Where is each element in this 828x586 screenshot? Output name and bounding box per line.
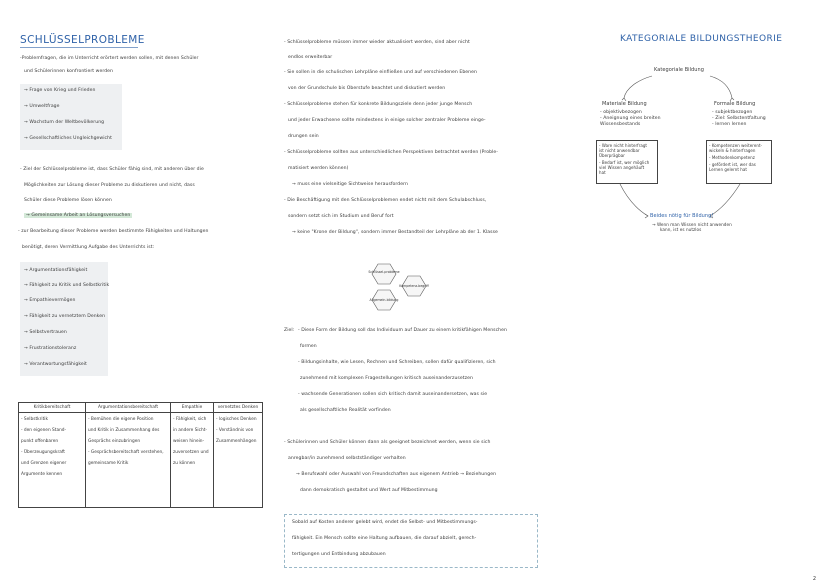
arrowhead-icon <box>645 214 648 218</box>
example-item: → Umweltfrage <box>24 104 60 109</box>
formal-item: - subjektbezogen <box>712 110 753 115</box>
ability-item: → Fähigkeit zu vernetztem Denken <box>24 314 106 319</box>
goal-highlight: → Gemeinsame Arbeit an Lösungsversuchen <box>26 213 131 218</box>
formal-item: - lernen lernen <box>712 122 747 127</box>
arrow-line <box>710 184 740 216</box>
processing-line: - zur Bearbeitung dieser Probleme werden bestimmte Fähigkeiten und Haltungen <box>18 229 209 234</box>
formal-label: Formale Bildung <box>714 101 756 107</box>
ziel-line: formen <box>300 344 317 349</box>
ziel-line: als gesellschaftliche Realität vorfinden <box>300 408 391 413</box>
formal-item: - Ziel: Selbstentfaltung <box>712 116 766 121</box>
frame-line: fähigkeit. Ein Mensch sollte eine Haltung aufbauen, die darauf abzielt, gerech- <box>292 536 477 541</box>
bottom-note-line: kann, ist es nutzlos <box>660 227 702 232</box>
formal-box-line: - gefördert ist, wer das <box>709 162 756 167</box>
middle-line: - Schlüsselprobleme sollten aus unterschiedlichen Perspektiven betrachtet werden (Proble- <box>284 150 498 155</box>
hexagon-label: Allgemein-bildung <box>369 298 399 302</box>
material-box-line: hat <box>599 170 606 175</box>
table-cell: - Selbstkritik - den eigenen Stand- punkt offenbaren - Überzeugungskraft und Grenzen eigener Argumente kennen <box>19 413 86 508</box>
hexagon-label: Kompetenz-begriff <box>399 284 429 288</box>
table-header: Kritikbereitschaft <box>19 403 86 413</box>
both-needed-label: Beides nötig für Bildung! <box>650 213 714 219</box>
formal-box-line: wickeln & hinterfragen <box>709 148 756 153</box>
material-item: - objektivbezogen <box>600 110 642 115</box>
material-item: - Aneignung eines breiten <box>600 116 661 121</box>
ziel-line: zunehmend mit komplexen Fragestellungen kritisch auseinanderzusetzen <box>300 376 473 381</box>
table-cell: - Bemühen die eigene Position und Kritik in Zusammenhang des Gesprächs einzubringen - Gesprächsbereitschaft verstehen, gemeinsame Kritik <box>86 413 171 508</box>
ability-item: → Selbstvertrauen <box>24 330 67 335</box>
left-title-underline <box>20 47 138 48</box>
kategorial-node: Kategoriale Bildung <box>654 67 704 73</box>
middle-line: sondern setzt sich im Studium und Beruf fort <box>288 214 394 219</box>
material-box-line: - Ware nicht hinterfragt <box>599 143 648 148</box>
hexagon-diagram <box>368 262 436 320</box>
ziel-line: - Diese Form der Bildung soll das Individuum auf Dauer zu einem kritikfähigen Menschen <box>298 328 507 333</box>
middle-line: drungen sein <box>288 134 319 139</box>
right-title: KATEGORIALE BILDUNGSTHEORIE <box>620 34 783 44</box>
table-header: Argumentationsbereitschaft <box>86 403 171 413</box>
intro-line-1: -Problemfragen, die im Unterricht erörtert werden sollen, mit denen Schüler <box>20 56 199 61</box>
table-header: Empathie <box>171 403 214 413</box>
arrow-line <box>620 184 648 216</box>
goal-line: Möglichkeiten zur Lösung dieser Probleme zu diskutieren und nicht, dass <box>24 183 195 188</box>
frame-line: Sobald auf Kosten anderer gelebt wird, endet die Selbst- und Mitbestimmungs- <box>292 520 478 525</box>
formal-box-line: - Kompetenzen weiterent- <box>709 143 763 148</box>
frame-line: tertigungen und Entbindung abzubauen <box>292 552 386 557</box>
ability-item: → Fähigkeit zu Kritik und Selbstkritik <box>24 283 110 288</box>
material-item: Wissensbestands <box>600 122 641 127</box>
middle-arrow-line: dann demokratisch gestaltet und Wert auf Mitbestimmung <box>300 488 438 493</box>
middle-hint: → keine "Krone der Bildung", sondern immer Bestandteil der Lehrpläne ab der 1. Klasse <box>292 230 498 235</box>
middle-line: matisiert werden können) <box>288 166 349 171</box>
competence-table <box>18 402 263 508</box>
middle-line: - Schülerinnen und Schüler können dann als geeignet bezeichnet werden, wenn sie sich <box>284 440 491 445</box>
middle-arrow-line: → Berufswahl oder Auswahl von Freundschaften aus eigenem Antrieb → Beziehungen <box>296 472 497 477</box>
ziel-line: - wachsende Generationen sollen sich kritisch damit auseinandersetzen, was sie <box>298 392 488 397</box>
processing-line: benötigt, deren Vermittlung Aufgabe des Unterrichts ist: <box>22 245 155 250</box>
ziel-line: - Bildungsinhalte, wie Lesen, Rechnen und Schreiben, sollen dafür qualifizieren, sich <box>298 360 496 365</box>
formal-box-line: Lernen gelernt hat <box>709 167 747 172</box>
middle-line: - Die Beschäftigung mit den Schlüsselproblemen endet nicht mit dem Schulabschluss, <box>284 198 487 203</box>
material-box-line: viel Wissen angehäuft <box>599 165 645 170</box>
ability-item: → Frustrationstoleranz <box>24 346 77 351</box>
example-item: → Wachstum der Weltbevölkerung <box>24 120 105 125</box>
ability-item: → Argumentationsfähigkeit <box>24 268 88 273</box>
ability-item: → Verantwortungsfähigkeit <box>24 362 87 367</box>
hexagon-label: Schlüssel-probleme <box>368 270 400 274</box>
ziel-label: Ziel: <box>284 328 295 333</box>
intro-line-2: und Schülerinnen konfrontiert werden <box>24 69 113 74</box>
left-title: SCHLÜSSELPROBLEME <box>20 34 145 46</box>
middle-hint: → muss eine vielseitige Sichtweise herausfordern <box>292 182 408 187</box>
material-box-line: ist nicht anwendbar <box>599 148 640 153</box>
middle-line: von der Grundschule bis Oberstufe beachtet und diskutiert werden <box>288 86 446 91</box>
example-item: → Frage von Krieg und Frieden <box>24 88 96 93</box>
page-number: 2 <box>812 576 816 582</box>
bottom-note-line: → Wenn man Wissen nicht anwenden <box>652 222 732 227</box>
table-cell: - Fähigkeit, sich in andere Sicht- weisen hinein- zuversetzen und zu können <box>171 413 214 508</box>
middle-line: anregbar/in zunehmend selbstständiger verhalten <box>288 456 406 461</box>
middle-line: - Sie sollen in die schulischen Lehrpläne einfließen und auf verschiedenen Ebenen <box>284 70 477 75</box>
middle-line: - Schlüsselprobleme müssen immer wieder aktualisiert werden, sind aber nicht <box>284 40 470 45</box>
table-header: vernetztes Denken <box>214 403 263 413</box>
table-cell: - logisches Denken - Verständnis von Zusammenhängen <box>214 413 263 508</box>
middle-line: - Schlüsselprobleme stehen für konkrete Bildungsziele denn jeder junge Mensch <box>284 102 473 107</box>
goal-line: - Ziel der Schlüsselprobleme ist, dass Schüler fähig sind, mit anderen über die <box>20 167 204 172</box>
middle-line: endlos erweiterbar <box>288 55 333 60</box>
material-box-line: - Bedarf ist, wer möglich <box>599 160 650 165</box>
hexagon-shape <box>372 264 396 284</box>
material-label: Materiale Bildung <box>602 101 647 107</box>
material-box-line: Überprägbar <box>599 153 625 158</box>
arrow-line <box>710 76 732 98</box>
ability-item: → Empathievermögen <box>24 298 76 303</box>
goal-line: Schüler diese Probleme lösen können <box>24 198 112 203</box>
formal-box-line: - Methodenkompetenz <box>709 155 755 160</box>
arrow-line <box>624 76 652 98</box>
example-item: → Gesellschaftliches Ungleichgewicht <box>24 136 112 141</box>
middle-line: und jeder Erwachsene sollte mindestens in einige solcher zentraler Probleme einge- <box>288 118 486 123</box>
